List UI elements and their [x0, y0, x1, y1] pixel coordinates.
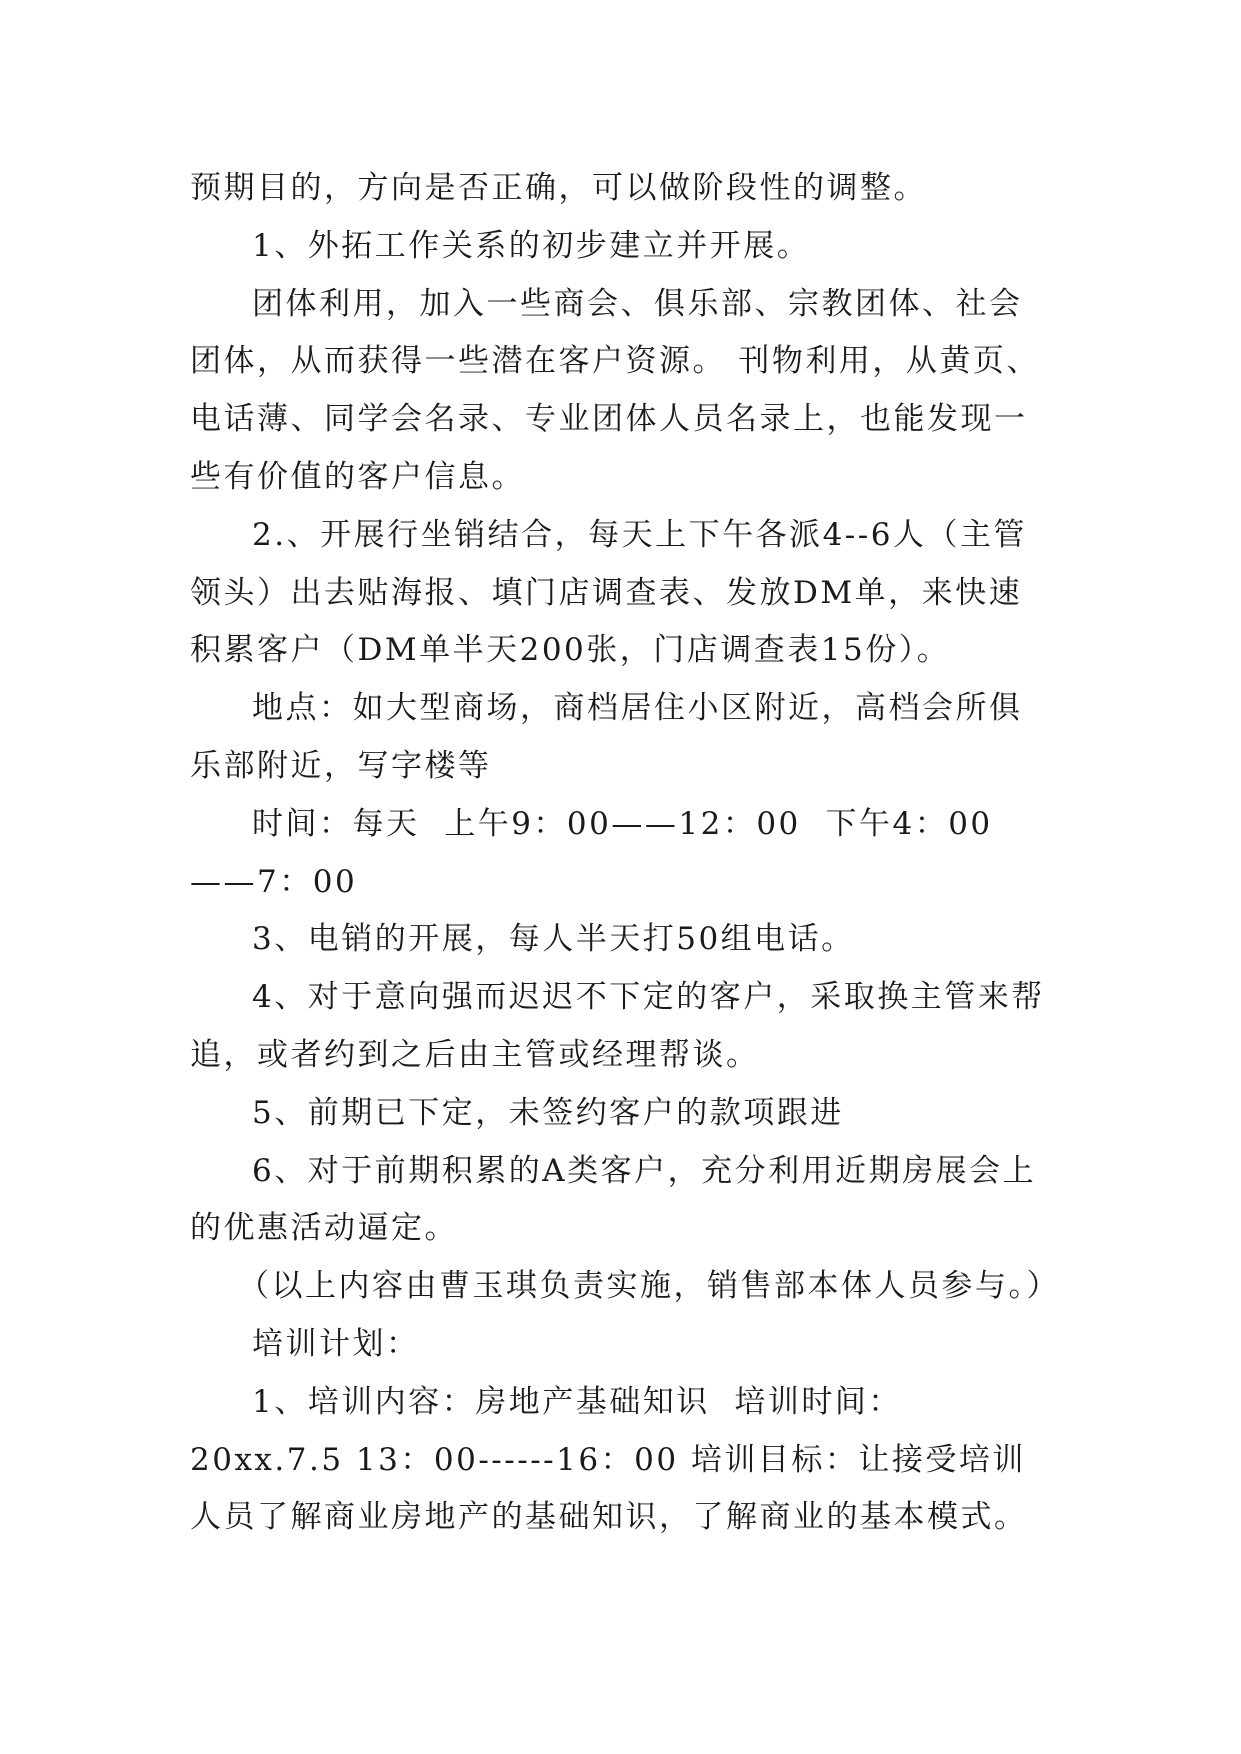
paragraph-item-1-outreach: 1、外拓工作关系的初步建立并开展。 [252, 227, 811, 264]
paragraph-time: 时间：每天 上午9：00——12：00 下午4：00——7：00 [190, 805, 993, 900]
paragraph-group-utilization: 团体利用，加入一些商会、俱乐部、宗教团体、社会团体，从而获得一些潜在客户资源。 刊物利用，从黄页、电话薄、同学会名录、专业团体人员名录上，也能发现一些有价值的客户信息。 [190, 285, 1040, 495]
paragraph-item-6-a-clients: 6、对于前期积累的A类客户，充分利用近期房展会上的优惠活动逼定。 [190, 1152, 1037, 1247]
document-body [190, 160, 1060, 1547]
paragraph-item-5-payment-followup: 5、前期已下定，未签约客户的款项跟进 [252, 1094, 844, 1131]
paragraph-goal-adjustment: 预期目的，方向是否正确，可以做阶段性的调整。 [190, 170, 927, 206]
paragraph-location: 地点：如大型商场，商档居住小区附近，高档会所俱乐部附近，写字楼等 [190, 690, 1023, 784]
paragraph-responsibility-note: （以上内容由曹玉琪负责实施，销售部本体人员参与。） [238, 1268, 1060, 1305]
paragraph-training-item-1: 1、培训内容：房地产基础知识 培训时间：20xx.7.5 13：00------16：00 培训目标：让接受培训人员了解商业房地产的基础知识，了解商业的基本模式。 [190, 1383, 1028, 1536]
paragraph-item-4-hesitant-clients: 4、对于意向强而迟迟不下定的客户，采取换主管来帮追，或者约到之后由主管或经理帮谈。 [190, 979, 1045, 1073]
paragraph-training-plan-heading: 培训计划： [252, 1325, 420, 1362]
paragraph-item-3-telesales: 3、电销的开展，每人半天打50组电话。 [252, 921, 855, 958]
paragraph-item-2-street-sales: 2.、开展行坐销结合，每天上下午各派4--6人（主管领头）出去贴海报、填门店调查表、发放DM单，来快速积累客户（DM单半天200张，门店调查表15份）。 [190, 516, 1027, 669]
